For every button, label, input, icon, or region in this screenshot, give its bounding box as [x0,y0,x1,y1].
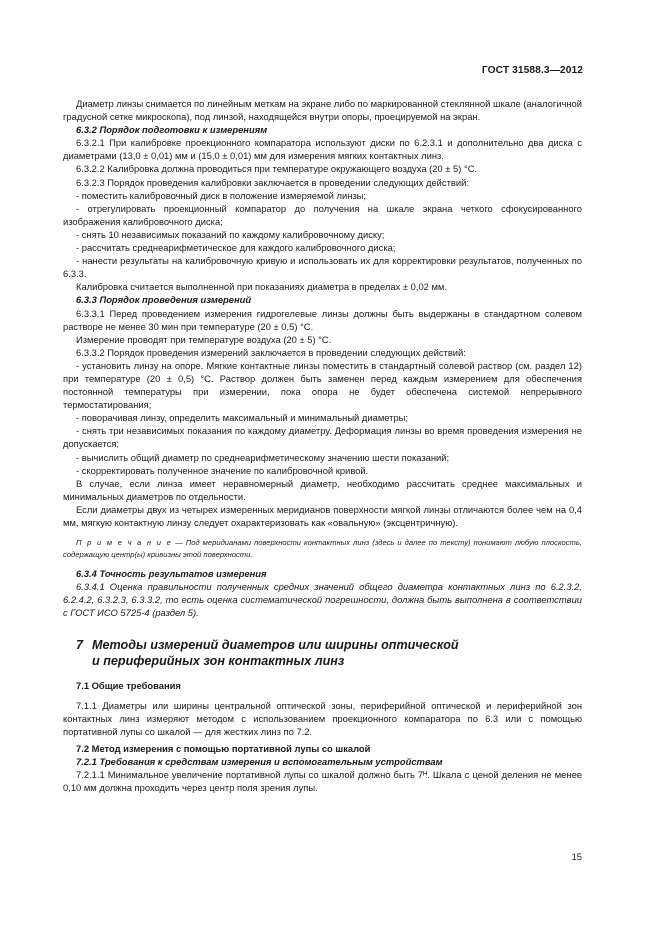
section-heading [76,637,582,669]
paragraph: 6.3.3.2 Порядок проведения измерений заключается в проведении следующих действий: [76,346,466,358]
subsection-heading: 6.3.3 Порядок проведения измерений [76,294,252,306]
paragraph: 7.1.1 Диаметры или ширины центральной оптической зоны, периферийной оптической и периферийной зон контактных линз измеряют методом с использованием проекционного компаратора по 6.3 или с помощью портативной лупы со шкалой — для жестких линз по 7.2. [63,699,582,737]
paragraph: В случае, если линза имеет неравномерный диаметр, необходимо рассчитать среднее максимальных и минимальных диаметров по отдельности. [63,477,582,502]
list-item: - вычислить общий диаметр по среднеарифметическому значению шести показаний; [76,451,450,463]
paragraph: Калибровка считается выполненной при показаниях диаметра в пределах ± 0,02 мм. [76,281,447,293]
standard-designation: ГОСТ 31588.3—2012 [481,65,583,76]
section-number: 7 [76,638,84,653]
note-label: П р и м е ч а н и е [76,538,173,548]
section-title-line1: Методы измерений диаметров или ширины оптической [92,638,459,653]
list-item: - снять три независимых показания по каждому диаметру. Деформация линзы во время проведения измерения не допускается; [63,425,582,450]
subsection-heading: 7.2.1 Требования к средствам измерения и вспомогательным устройствам [76,755,443,767]
page-number: 15 [571,851,582,862]
paragraph: 6.3.2.2 Калибровка должна проводиться при температуре окружающего воздуха (20 ± 5) °С. [76,163,478,175]
page-body [63,97,582,794]
list-item: - скорректировать полученное значение по калибровочной кривой. [76,464,369,476]
section-title-line2: и периферийных зон контактных линз [92,654,345,669]
list-item: - снять 10 независимых показаний по каждому калибровочному диску; [76,228,385,240]
note-text: — Под меридианами поверхности контактных линз (здесь и далее по тексту) понимают любую плоскость, содержащую центр(ы) кривизны этой поверхности. [63,538,582,559]
list-item: - поместить калибровочный диск в положение измеряемой линзы; [76,189,367,201]
paragraph: 6.3.2.1 При калибровке проекционного компаратора используют диски по 6.2.3.1 и дополнительно два диска с диаметрами (13,0 ± 0,01) мм и (15,0 ± 0,01) мм для измерения мягких контактных линз. [63,137,582,162]
paragraph: 6.3.2.3 Порядок проведения калибровки заключается в проведении следующих действий: [76,176,469,188]
paragraph: Диаметр линзы снимается по линейным меткам на экране либо по маркированной стеклянной шкале (аналогичной градусной сетке микроскопа), под линзой, находящейся внутри опоры, проецируемой на экран. [63,98,582,123]
list-item: - отрегулировать проекционный компаратор до получения на шкале экрана четкого сфокусированного изображения калибровочного диска; [63,202,582,227]
clause-heading: 7.2 Метод измерения с помощью портативной лупы со шкалой [76,742,371,754]
paragraph: 6.3.3.1 Перед проведением измерения гидрогелевые линзы должны быть выдержаны в стандартном солевом растворе не менее 30 мин при температуре (20 ± 0,5) °С. [63,307,582,332]
list-item: - установить линзу на опоре. Мягкие контактные линзы поместить в стандартный солевой раствор (см. раздел 12) при температуре (20 ± 0,5) °С. Раствор должен быть заменен перед каждым измерением для обеспечения постоянной температуры при измерении, пока опора не будет обеспечена системой непрерывного термостатирования; [63,359,582,411]
paragraph: Если диаметры двух из четырех измеренных меридианов поверхности мягкой линзы отличаются более чем на 0,4 мм, мягкую контактную линзу следует охарактеризовать как «овальную» (эксцентричную). [63,503,582,528]
list-item: - нанести результаты на калибровочную кривую и использовать их для корректировки результатов, полученных по 6.3.3. [63,255,582,280]
list-item: - поворачивая линзу, определить максимальный и минимальный диаметры; [76,412,409,424]
paragraph: 6.3.4.1 Оценка правильности полученных средних значений общего диаметра контактных линз по 6.2.3.2, 6.2.4.2, 6.3.2.3, 6.3.3.2, то есть оценка систематической погрешности, должна быть выполнена в соответствии с ГОСТ ИСО 5725-4 (раздел 5). [63,581,582,619]
clause-heading: 7.1 Общие требования [76,680,181,692]
subsection-heading: 6.3.2 Порядок подготовки к измерениям [76,124,268,136]
paragraph: 7.2.1.1 Минимальное увеличение портативной лупы со шкалой должно быть 7ᴴ. Шкала с ценой деления не менее 0,10 мм должна проходить через центр поля зрения лупы. [63,769,582,794]
list-item: - рассчитать среднеарифметическое для каждого калибровочного диска; [76,242,396,254]
note [63,537,582,560]
subsection-heading: 6.3.4 Точность результатов измерения [76,568,267,580]
paragraph: Измерение проводят при температуре воздуха (20 ± 5) °С. [76,333,332,345]
